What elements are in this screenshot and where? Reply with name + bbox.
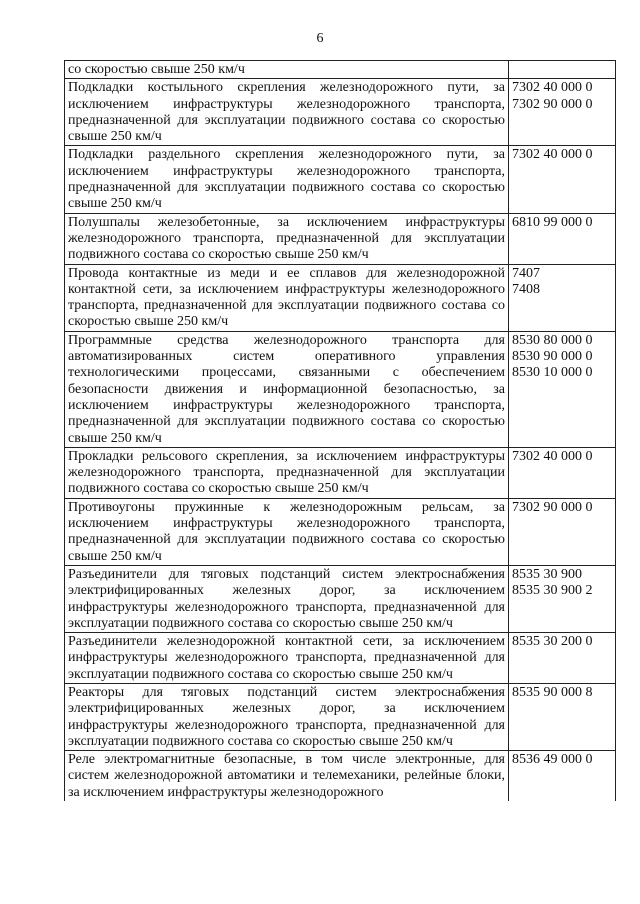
tnved-code: 8535 30 900 xyxy=(512,566,582,582)
row-description: Программные средства железнодорожного транспорта для автоматизированных систем оперативного управления технологическими процессами, связанными с обеспечением безопасности движения и информационной безопасностью, за исключением инфраструктуры железнодорожного транспорта, предназначенной для эксплуатации подвижного состава со скоростью свыше 250 км/ч xyxy=(65,331,509,447)
row-description: Полушпалы железобетонные, за исключением инфраструктуры железнодорожного транспорта, предназначенной для эксплуатации подвижного состава со скоростью свыше 250 км/ч xyxy=(65,213,509,264)
row-description: Провода контактные из меди и ее сплавов для железнодорожной контактной сети, за исключением инфраструктуры железнодорожного транспорта, предназначенной для эксплуатации подвижного состава со скоростью свыше 250 км/ч xyxy=(65,264,509,331)
tnved-code: 6810 99 000 0 xyxy=(512,214,593,230)
tnved-code: 8535 30 200 0 xyxy=(512,634,593,650)
row-codes xyxy=(509,79,616,146)
table-row xyxy=(65,61,616,79)
row-codes xyxy=(509,264,616,331)
row-description: Прокладки рельсового скрепления, за исключением инфраструктуры железнодорожного транспорта, предназначенной для эксплуатации подвижного состава со скоростью свыше 250 км/ч xyxy=(65,447,509,498)
tnved-code: 7302 40 000 0 xyxy=(512,147,593,163)
tnved-code: 8535 30 900 2 xyxy=(512,583,593,599)
tnved-code: 7302 90 000 0 xyxy=(512,499,593,515)
tnved-code: 7407 xyxy=(512,265,540,281)
row-description: со скоростью свыше 250 км/ч xyxy=(65,61,509,79)
tnved-code: 8530 90 000 0 xyxy=(512,349,593,365)
tnved-code: 7302 40 000 0 xyxy=(512,448,593,464)
row-codes xyxy=(509,447,616,498)
table-row xyxy=(65,79,616,146)
tnved-code: 7408 xyxy=(512,281,540,297)
row-description: Разъединители железнодорожной контактной сети, за исключением инфраструктуры железнодорожного транспорта, предназначенной для эксплуатации подвижного состава со скоростью свыше 250 км/ч xyxy=(65,633,509,684)
tnved-code: 8536 49 000 0 xyxy=(512,752,593,768)
table-row xyxy=(65,331,616,447)
row-codes xyxy=(509,61,616,79)
row-codes xyxy=(509,633,616,684)
row-codes xyxy=(509,565,616,632)
row-codes xyxy=(509,683,616,750)
table-row xyxy=(65,447,616,498)
row-codes xyxy=(509,146,616,213)
row-description: Подкладки раздельного скрепления железнодорожного пути, за исключением инфраструктуры железнодорожного транспорта, предназначенной для эксплуатации подвижного состава со скоростью свыше 250 км/ч xyxy=(65,146,509,213)
row-description: Реакторы для тяговых подстанций систем электроснабжения электрифицированных железных дорог, за исключением инфраструктуры железнодорожного транспорта, предназначенной для эксплуатации подвижного состава со скоростью свыше 250 км/ч xyxy=(65,683,509,750)
row-description: Разъединители для тяговых подстанций систем электроснабжения электрифицированных железных дорог, за исключением инфраструктуры железнодорожного транспорта, предназначенной для эксплуатации подвижного состава со скоростью свыше 250 км/ч xyxy=(65,565,509,632)
row-description: Реле электромагнитные безопасные, в том числе электронные, для систем железнодорожной автоматики и телемеханики, релейные блоки, за исключением инфраструктуры железнодорожного xyxy=(65,751,509,801)
tnved-code: 7302 40 000 0 xyxy=(512,80,593,96)
table-row xyxy=(65,498,616,565)
table-row xyxy=(65,683,616,750)
goods-table xyxy=(64,60,616,801)
tnved-code: 8530 80 000 0 xyxy=(512,332,593,348)
page-number: 6 xyxy=(316,31,324,46)
tnved-code: 7302 90 000 0 xyxy=(512,96,593,112)
row-description: Противоугоны пружинные к железнодорожным рельсам, за исключением инфраструктуры железнодорожного транспорта, предназначенной для эксплуатации подвижного состава со скоростью свыше 250 км/ч xyxy=(65,498,509,565)
row-description: Подкладки костыльного скрепления железнодорожного пути, за исключением инфраструктуры железнодорожного транспорта, предназначенной для эксплуатации подвижного состава со скоростью свыше 250 км/ч xyxy=(65,79,509,146)
row-codes xyxy=(509,751,616,801)
table-row xyxy=(65,565,616,632)
table-body xyxy=(65,61,616,802)
table-row xyxy=(65,146,616,213)
table-row xyxy=(65,633,616,684)
row-codes xyxy=(509,498,616,565)
tnved-code: 8535 90 000 8 xyxy=(512,684,593,700)
tnved-code: 8530 10 000 0 xyxy=(512,365,593,381)
row-codes xyxy=(509,331,616,447)
table-row xyxy=(65,264,616,331)
table-row xyxy=(65,213,616,264)
table-row xyxy=(65,751,616,801)
row-codes xyxy=(509,213,616,264)
